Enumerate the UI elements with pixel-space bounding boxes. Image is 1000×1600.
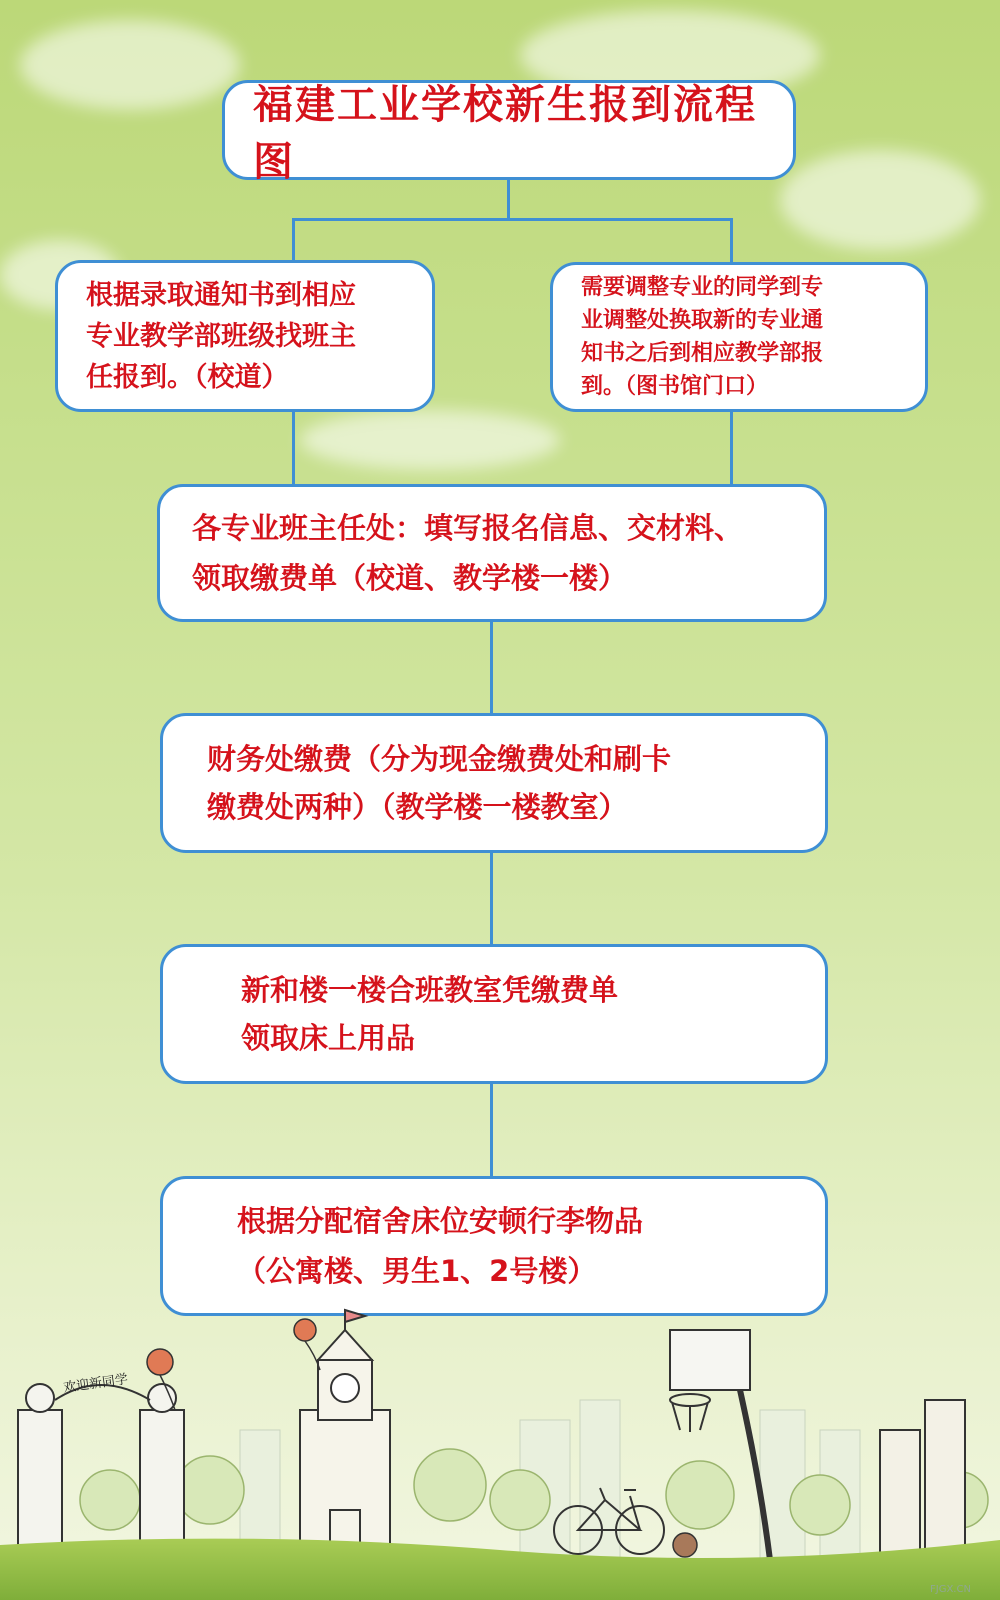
connector <box>490 1084 493 1178</box>
connector <box>292 412 295 486</box>
watermark: FJGX.CN <box>930 1584 971 1595</box>
connector <box>292 218 733 221</box>
step-bedding: 新和楼一楼合班教室凭缴费单 领取床上用品 <box>160 944 828 1084</box>
cloud <box>300 410 560 470</box>
cloud <box>20 20 240 110</box>
connector <box>730 218 733 264</box>
cloud <box>780 150 980 250</box>
flowchart-title: 福建工业学校新生报到流程图 <box>222 80 796 180</box>
step-class-teacher: 各专业班主任处：填写报名信息、交材料、 领取缴费单（校道、教学楼一楼） <box>157 484 827 622</box>
campus-illustration <box>0 1300 1000 1600</box>
step-dormitory: 根据分配宿舍床位安顿行李物品 （公寓楼、男生1、2号楼） <box>160 1176 828 1316</box>
step-right-branch: 需要调整专业的同学到专 业调整处换取新的专业通 知书之后到相应教学部报 到。（图书馆门口） <box>550 262 928 412</box>
step-left-branch: 根据录取通知书到相应 专业教学部班级找班主 任报到。（校道） <box>55 260 435 412</box>
connector <box>730 412 733 486</box>
connector <box>292 218 295 262</box>
connector <box>490 622 493 715</box>
step-payment: 财务处缴费（分为现金缴费处和刷卡 缴费处两种）（教学楼一楼教室） <box>160 713 828 853</box>
gate-sign: 欢迎新同学 <box>62 1372 129 1396</box>
connector <box>490 853 493 946</box>
